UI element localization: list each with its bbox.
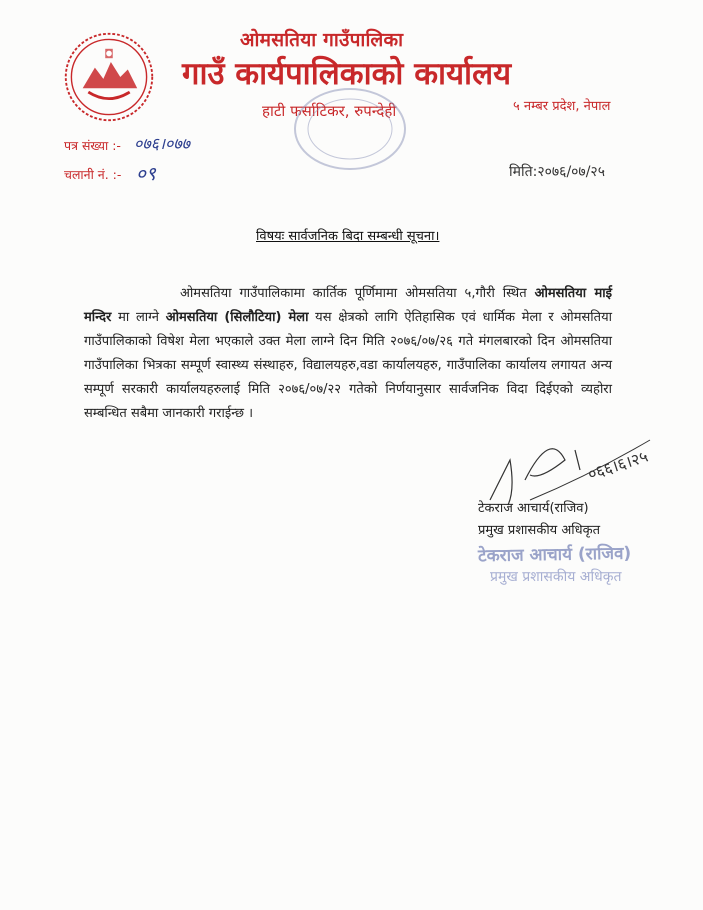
letter-body: [84, 282, 612, 426]
office-name: ओमसतिया गाउँपालिका: [240, 29, 404, 51]
svg-text:०६६।६।२५: ०६६।६।२५: [585, 446, 651, 484]
body-text-1: ओमसतिया गाउँपालिकामा कार्तिक पूर्णिमामा ओमसतिया ५,गौरी स्थित: [180, 286, 535, 301]
temple-name: ओमसतिया माई मन्दिर: [84, 286, 612, 325]
stamp-signatory-title: प्रमुख प्रशासकीय अधिकृत: [490, 569, 622, 585]
office-address: हाटी फर्साटिकर, रुपन्देही: [262, 102, 397, 120]
letter-number-value: ०७६।०७७: [134, 134, 190, 153]
office-title: गाउँ कार्यपालिकाको कार्यालय: [182, 56, 512, 92]
dispatch-number-value: ०९: [136, 163, 156, 185]
dispatch-number-label: चलानी नं. :-: [64, 167, 122, 182]
signatory-title: प्रमुख प्रशासकीय अधिकृत: [478, 523, 601, 538]
stamp-signatory-name: टेकराज आचार्य (राजिव): [477, 543, 632, 567]
body-text-2: मा लाग्ने: [111, 310, 166, 325]
fair-name: ओमसतिया (सिलौटिया) मेला: [165, 310, 309, 325]
province-label: ५ नम्बर प्रदेश, नेपाल: [513, 99, 611, 114]
body-text-3: यस क्षेत्रको लागि ऐतिहासिक एवं धार्मिक मेला र ओमसतिया गाउँपालिकाको विषेश मेला भएकाले उक्त मेला लाग्ने दिन मिति २०७६/०७/२६ गते मंगलबारको दिन ओमसतिया गाउँपालिका भित्रका सम्पूर्ण स्वास्थ्य संस्थाहरु, विद्यालयहरु,वडा कार्यालयहरु, गाउँपालिका कार्यालय लगायत अन्य सम्पूर्ण सरकारी कार्यालयहरुलाई मिति २०७६/०७/२२ गतेको निर्णयानुसार सार्वजनिक विदा दिईएको व्यहोरा सम्बन्धित सबैमा जानकारी गराईन्छ ।: [84, 310, 612, 421]
letter-date: मिति:२०७६/०७/२५: [509, 164, 605, 180]
nepal-emblem-icon: [62, 30, 156, 124]
letter-subject: विषयः सार्वजनिक बिदा सम्बन्धी सूचना।: [256, 229, 440, 244]
letter-number-label: पत्र संख्या :-: [64, 138, 121, 153]
office-seal-stamp: [290, 84, 410, 174]
signatory-name: टेकराज आचार्य(राजिव): [478, 501, 589, 516]
